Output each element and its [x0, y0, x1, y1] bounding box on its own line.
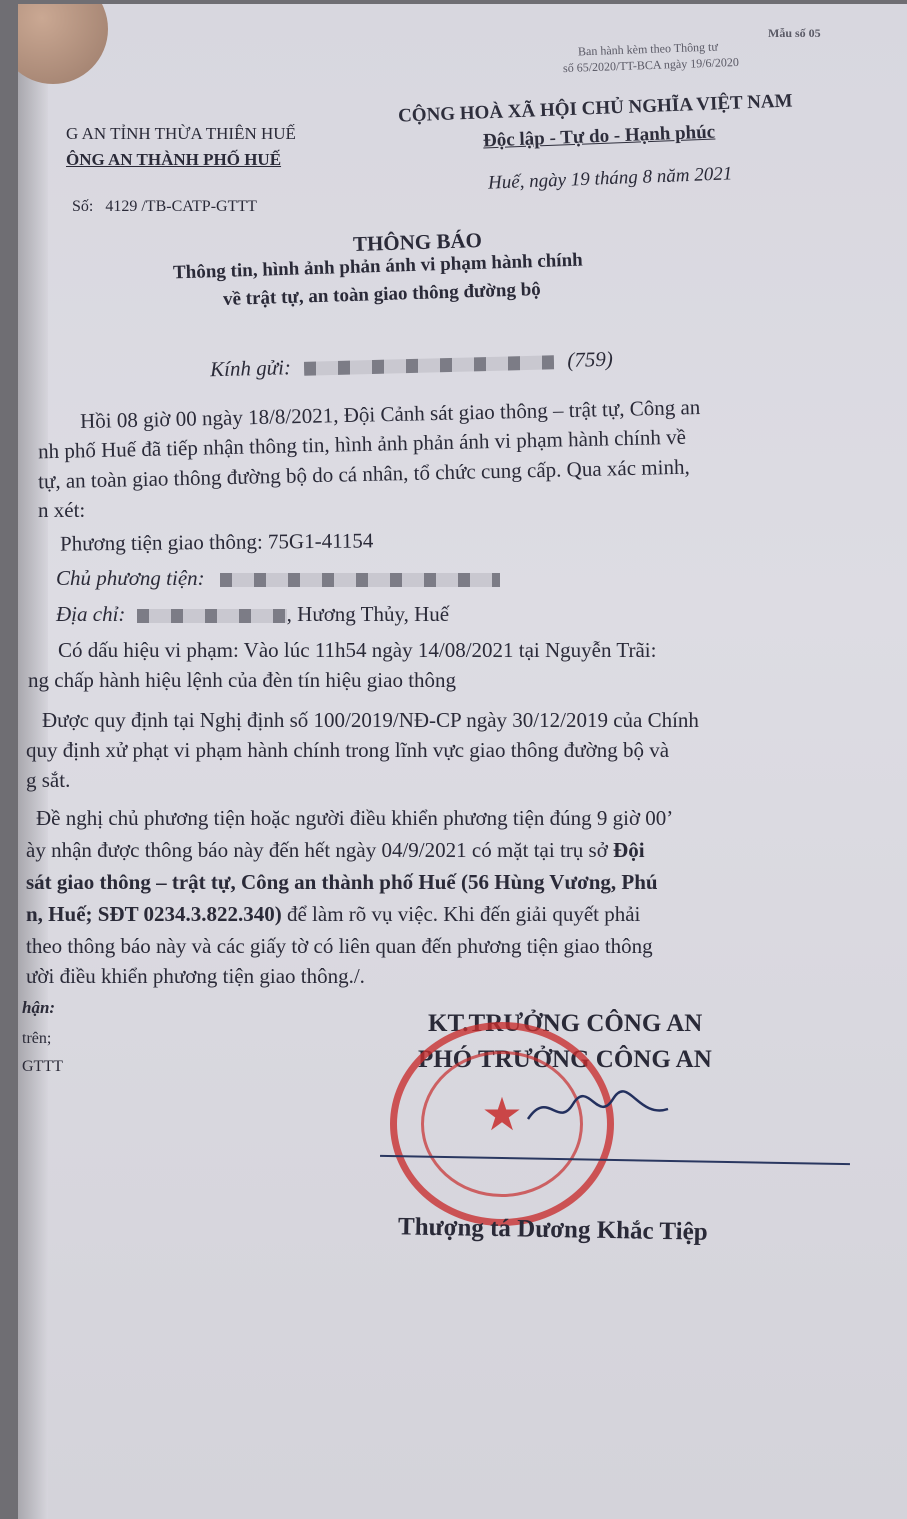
recipients-item-2: GTTT [22, 1058, 63, 1075]
owner-line [56, 566, 500, 591]
document-number-label: Số: [72, 198, 94, 215]
redacted-address [137, 609, 287, 623]
notice-title: THÔNG BÁO [352, 227, 483, 257]
violation-line-2: ng chấp hành hiệu lệnh của đèn tín hiệu giao thông [28, 668, 457, 692]
agency-line-2: ÔNG AN THÀNH PHỐ HUẾ [66, 150, 282, 169]
star-icon: ★ [481, 1089, 523, 1140]
request-line-6: ười điều khiển phương tiện giao thông./. [26, 964, 365, 988]
decree-line-2: quy định xử phạt vi phạm hành chính trong lĩnh vực giao thông đường bộ và [26, 738, 670, 762]
paragraph-1-line-3: tự, an toàn giao thông đường bộ do cá nhân, tổ chức cung cấp. Qua xác minh, [37, 454, 690, 494]
paragraph-1-line-4: n xét: [38, 498, 86, 522]
request-line-1: Đề nghị chủ phương tiện hoặc người điều khiển phương tiện đúng 9 giờ 00’ [36, 806, 674, 830]
national-motto: Độc lập - Tự do - Hạnh phúc [482, 121, 716, 152]
paragraph-1-line-1: Hồi 08 giờ 00 ngày 18/8/2021, Đội Cảnh sát giao thông – trật tự, Công an [79, 394, 701, 434]
request-line-2 [26, 838, 645, 863]
recipient-suffix: (759) [566, 346, 614, 372]
signer-name: Thượng tá Dương Khắc Tiệp [397, 1213, 708, 1246]
decree-line-3: g sắt. [26, 768, 71, 792]
request-line-2-text: ày nhận được thông báo này đến hết ngày 04/9/2021 có mặt tại trụ sở [26, 838, 608, 862]
notice-subtitle-1: Thông tin, hình ảnh phản ánh vi phạm hành chính [172, 249, 583, 284]
request-line-2-bold: Đội [607, 838, 645, 862]
owner-label: Chủ phương tiện: [56, 566, 205, 590]
address-label: Địa chỉ: [56, 602, 126, 626]
paragraph-1-line-2: nh phố Huế đã tiếp nhận thông tin, hình ảnh phản ánh vi phạm hành chính về [37, 424, 687, 464]
address-suffix: , Hương Thủy, Huế [286, 602, 450, 626]
request-line-3: sát giao thông – trật tự, Công an thành phố Huế (56 Hùng Vương, Phú [26, 870, 658, 894]
handwritten-signature [518, 1079, 678, 1139]
redacted-recipient [304, 355, 554, 376]
violation-line-1: Có dấu hiệu vi phạm: Vào lúc 11h54 ngày 14/08/2021 tại Nguyễn Trãi: [58, 638, 657, 662]
document-date: Huế, ngày 19 tháng 8 năm 2021 [487, 163, 733, 194]
request-line-4-text: để làm rõ vụ việc. Khi đến giải quyết phải [281, 902, 641, 926]
signature-title-2: PHÓ TRƯỞNG CÔNG AN [418, 1046, 712, 1073]
national-title: CỘNG HOÀ XÃ HỘI CHỦ NGHĨA VIỆT NAM [397, 90, 793, 127]
notice-subtitle-2: về trật tự, an toàn giao thông đường bộ [222, 279, 542, 310]
form-circular: số 65/2020/TT-BCA ngày 19/6/2020 [562, 54, 740, 76]
recipient-line [210, 347, 613, 383]
document-paper [18, 4, 907, 1519]
request-line-4-bold: n, Huế; SĐT 0234.3.822.340) [26, 902, 282, 926]
request-line-4 [26, 902, 640, 927]
recipients-heading: hận: [22, 998, 56, 1017]
vehicle-plate: Phương tiện giao thông: 75G1-41154 [59, 528, 374, 556]
recipient-label: Kính gửi: [209, 355, 292, 382]
signature-title-1: KT.TRƯỞNG CÔNG AN [428, 1010, 703, 1037]
redacted-owner [220, 573, 500, 587]
request-line-5: theo thông báo này và các giấy tờ có liên quan đến phương tiện giao thông [26, 934, 653, 958]
document-number [72, 198, 257, 216]
recipients-item-1: trên; [22, 1030, 52, 1047]
form-number: Mẫu số 05 [768, 26, 821, 40]
document-number-value: 4129 /TB-CATP-GTTT [105, 198, 257, 215]
form-issued-text: Ban hành kèm theo Thông tư [577, 39, 719, 59]
thumb [18, 4, 108, 84]
agency-line-1: G AN TỈNH THỪA THIÊN HUẾ [66, 124, 296, 143]
decree-line-1: Được quy định tại Nghị định số 100/2019/NĐ-CP ngày 30/12/2019 của Chính [42, 708, 699, 732]
address-line [56, 602, 449, 627]
